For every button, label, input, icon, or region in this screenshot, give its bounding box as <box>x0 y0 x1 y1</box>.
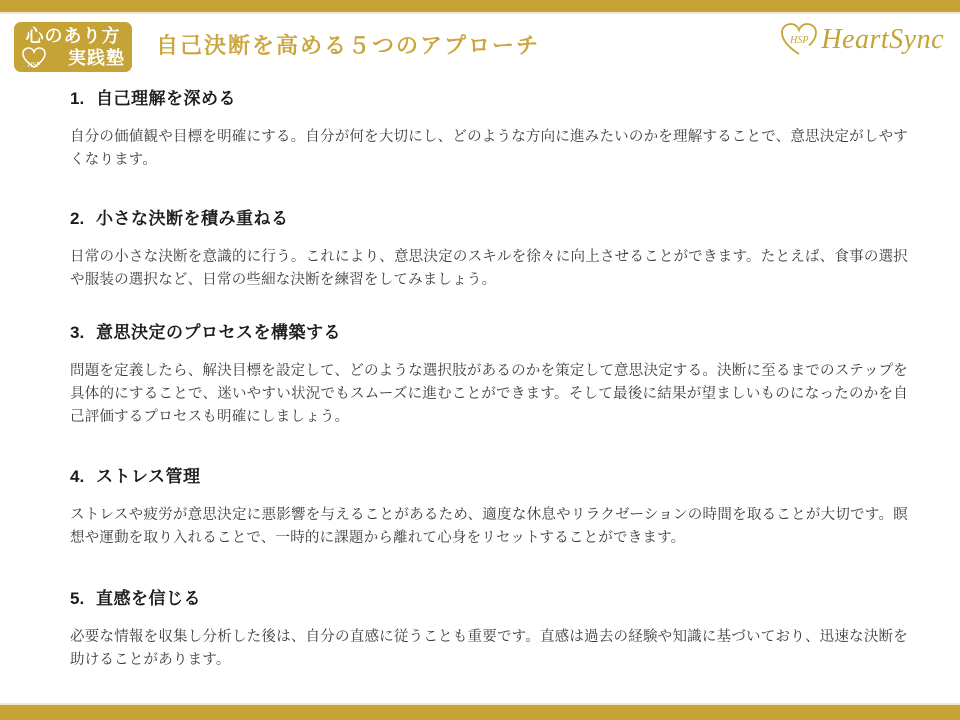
section-2-title: 小さな決断を積み重ねる <box>96 209 289 228</box>
section-5-body: 必要な情報を収集し分析した後は、自分の直感に従うことも重要です。直感は過去の経験や知識に基づいており、迅速な決断を助けることがあります。 <box>70 629 908 668</box>
badge-heart-icon <box>21 47 47 69</box>
section-5-number: 5. <box>70 589 85 608</box>
heartsync-heart-icon <box>779 22 819 58</box>
badge-line2: 実践塾 <box>68 48 125 68</box>
section-2-number: 2. <box>70 209 85 228</box>
badge-row <box>21 47 125 69</box>
section-1-number: 1. <box>70 89 85 108</box>
section-3-heading <box>70 322 908 344</box>
section-5-heading <box>70 588 908 610</box>
section-4-body: ストレスや疲労が意思決定に悪影響を与えることがあるため、適度な休息やリラクゼーションの時間を取ることが大切です。瞑想や運動を取り入れることで、一時的に課題から離れて心身をリセットすることができます。 <box>70 507 908 546</box>
bottom-accent-bar <box>0 703 960 720</box>
section-1-title: 自己理解を深める <box>96 89 236 108</box>
section-2-body: 日常の小さな決断を意識的に行う。これにより、意思決定のスキルを徐々に向上させることができます。たとえば、食事の選択や服装の選択など、日常の些細な決断を練習をしてみましょう。 <box>70 249 908 288</box>
school-badge-logo <box>14 22 132 72</box>
badge-heart-monogram: HSP <box>27 61 41 69</box>
heartsync-heart-monogram: HSP <box>790 35 809 46</box>
section-2 <box>70 208 908 292</box>
section-2-heading <box>70 208 908 230</box>
section-4-heading <box>70 466 908 488</box>
section-3-number: 3. <box>70 323 85 342</box>
section-3-title: 意思決定のプロセスを構築する <box>96 323 341 342</box>
section-3-body: 問題を定義したら、解決目標を設定して、どのような選択肢があるのかを策定して意思決定する。決断に至るまでのステップを具体的にすることで、迷いやすい状況でもスムーズに進むことができます。そして最後に結果が望ましいものになったのかを自己評価するプロセスも明確にしましょう。 <box>70 363 908 425</box>
section-1-heading <box>70 88 908 110</box>
section-1 <box>70 88 908 172</box>
section-4-number: 4. <box>70 467 85 486</box>
page-title: 自己決断を高める５つのアプローチ <box>156 33 541 58</box>
section-4 <box>70 466 908 550</box>
top-accent-bar <box>0 0 960 14</box>
badge-line1: 心のあり方 <box>25 26 121 46</box>
section-5-title: 直感を信じる <box>96 589 201 608</box>
heartsync-wordmark: HeartSync <box>821 24 944 55</box>
section-1-body: 自分の価値観や目標を明確にする。自分が何を大切にし、どのような方向に進みたいのかを理解することで、意思決定がしやすくなります。 <box>70 129 908 168</box>
section-5 <box>70 588 908 672</box>
heartsync-logo <box>779 22 944 58</box>
section-4-title: ストレス管理 <box>96 467 201 486</box>
section-3 <box>70 322 908 429</box>
